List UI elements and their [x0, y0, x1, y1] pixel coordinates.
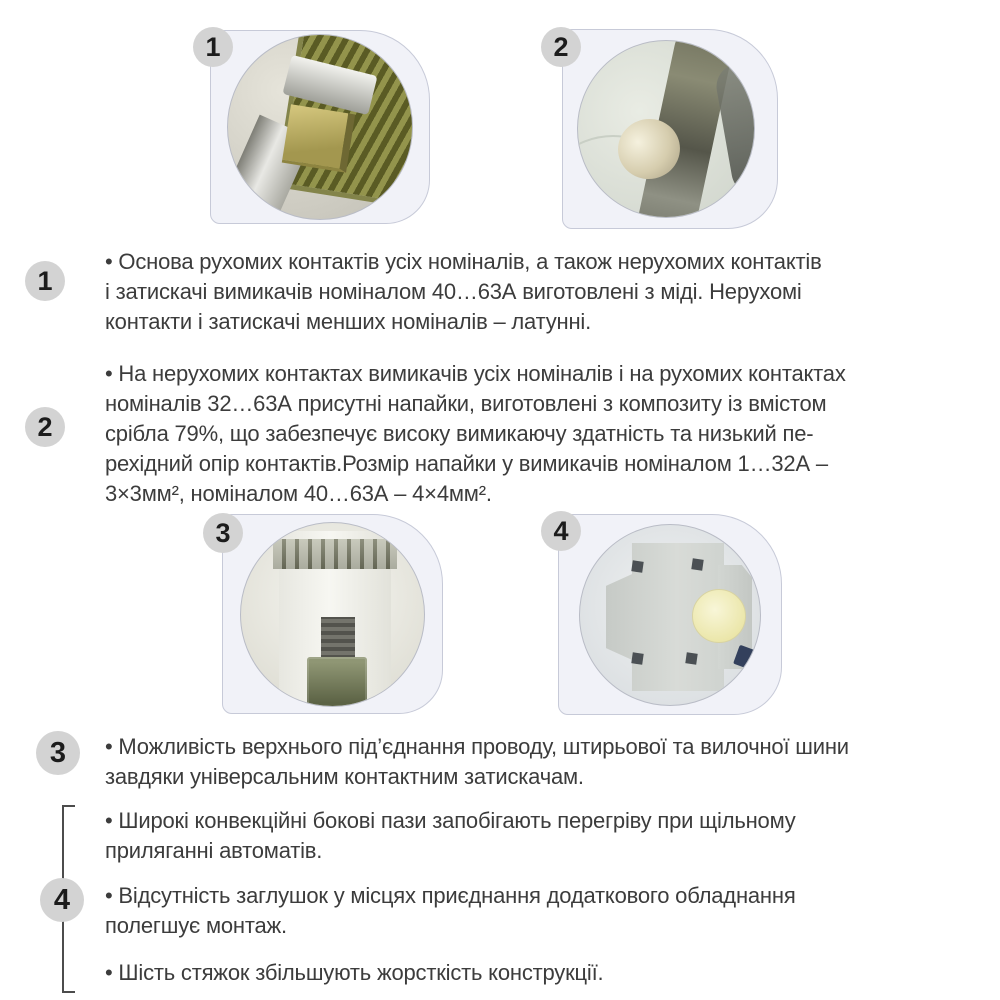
figure-4-number: 4 — [553, 515, 569, 546]
text-line: 3×3мм², номіналом 40…63А – 4×4мм². — [105, 481, 492, 506]
section-2-text — [105, 359, 846, 509]
tie-rivet-shape — [691, 558, 703, 570]
text-line: рехідний опір контактів.Розмір напайки у вимикачів номіналом 1…32А – — [105, 451, 828, 476]
green-contact-pad-shape — [307, 657, 367, 707]
clamp-screw-shape — [321, 617, 355, 659]
figure-2-number: 2 — [553, 31, 569, 62]
text-line: • Широкі конвекційні бокові пази запобігають перегріву при щільному — [105, 808, 796, 833]
yellow-rivet-circle-shape — [692, 589, 746, 643]
figure-3-number-badge — [203, 513, 243, 553]
figure-3-number: 3 — [215, 517, 231, 548]
section-2-number-circle — [25, 407, 65, 447]
text-line: контакти і затискачі менших номіналів – латунні. — [105, 309, 592, 334]
clamp-strip-shape — [273, 539, 397, 569]
figure-1-photo-moving-contact — [227, 34, 413, 220]
figure-2-number-badge — [541, 27, 581, 67]
figure-card-3 — [222, 514, 443, 714]
text-line: завдяки універсальним контактним затискачам. — [105, 764, 584, 789]
text-line: срібла 79%, що забезпечує високу вимикаючу здатність та низький пе- — [105, 421, 814, 446]
section-1-number: 1 — [37, 265, 53, 296]
text-line: і затискачі вимикачів номіналом 40…63А виготовлені з міді. Нерухомі — [105, 279, 802, 304]
figure-card-2 — [562, 29, 778, 229]
shadow-edge-shape — [713, 60, 755, 198]
section-3-text — [105, 732, 849, 792]
text-line: • На нерухомих контактах вимикачів усіх номіналів і на рухомих контактах — [105, 361, 846, 386]
section-4-number-circle — [40, 878, 84, 922]
tie-rivet-shape — [631, 652, 643, 664]
section-4-bullet-1-text — [105, 806, 796, 866]
figure-2-photo-contact-pad — [577, 40, 755, 218]
figure-card-4 — [558, 514, 782, 715]
section-4-number: 4 — [53, 883, 71, 916]
figure-4-number-badge — [541, 511, 581, 551]
text-line: • Шість стяжок збільшують жорсткість конструкції. — [105, 960, 604, 985]
section-1-number-circle — [25, 261, 65, 301]
section-2-number: 2 — [37, 411, 53, 442]
figure-4-photo-side-view — [579, 524, 761, 706]
section-3-number: 3 — [49, 736, 67, 769]
section-1-text — [105, 247, 822, 337]
text-line: полегшує монтаж. — [105, 913, 287, 938]
text-line: приляганні автоматів. — [105, 838, 323, 863]
section-4-bullet-3-text — [105, 958, 603, 988]
brass-contact-block-shape — [282, 104, 355, 172]
text-line: номіналів 32…63А присутні напайки, виготовлені з композиту із вмістом — [105, 391, 827, 416]
figure-card-1 — [210, 30, 430, 224]
figure-1-number: 1 — [205, 31, 221, 62]
section-4-bullet-2-text — [105, 881, 796, 941]
section-3-number-circle — [36, 731, 80, 775]
tie-rivet-shape — [631, 560, 643, 572]
section-4-bracket-bottom-tick — [62, 991, 75, 993]
figure-3-photo-top-clamp — [240, 522, 425, 707]
section-4-bracket-top-tick — [62, 805, 75, 807]
tie-rivet-shape — [685, 652, 697, 664]
figure-1-number-badge — [193, 27, 233, 67]
text-line: • Основа рухомих контактів усіх номіналів, а також нерухомих контактів — [105, 249, 822, 274]
text-line: • Відсутність заглушок у місцях приєднання додаткового обладнання — [105, 883, 796, 908]
text-line: • Можливість верхнього під’єднання проводу, штирьової та вилочної шини — [105, 734, 849, 759]
